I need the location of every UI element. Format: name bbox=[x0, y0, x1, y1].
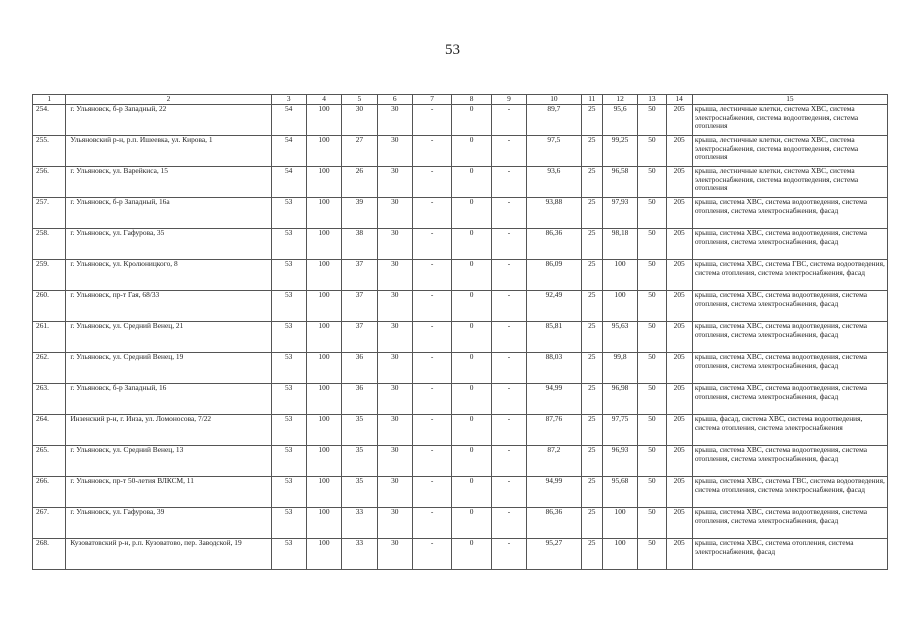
table-cell: 33 bbox=[342, 508, 377, 539]
column-header: 11 bbox=[581, 95, 602, 105]
table-cell: 100 bbox=[306, 229, 341, 260]
table-cell: - bbox=[491, 322, 526, 353]
table-header-row bbox=[33, 95, 888, 105]
table-cell: 99,25 bbox=[602, 136, 637, 167]
table-cell: 97,75 bbox=[602, 415, 637, 446]
address-cell: г. Ульяновск, ул. Средний Венец, 21 bbox=[66, 322, 271, 353]
table-cell: 37 bbox=[342, 322, 377, 353]
table-cell: 53 bbox=[271, 446, 306, 477]
table-cell: 100 bbox=[306, 353, 341, 384]
address-cell: г. Ульяновск, пр-т 50-летия ВЛКСМ, 11 bbox=[66, 477, 271, 508]
column-header: 6 bbox=[377, 95, 412, 105]
table-cell: 50 bbox=[638, 322, 666, 353]
table-cell: 25 bbox=[581, 477, 602, 508]
row-number-cell: 256. bbox=[33, 167, 66, 198]
table-cell: 53 bbox=[271, 384, 306, 415]
table-cell: 88,03 bbox=[527, 353, 582, 384]
column-header: 2 bbox=[66, 95, 271, 105]
table-cell: - bbox=[491, 415, 526, 446]
table-cell: 205 bbox=[666, 136, 692, 167]
table-cell: 35 bbox=[342, 477, 377, 508]
column-header: 3 bbox=[271, 95, 306, 105]
table-cell: 89,7 bbox=[527, 105, 582, 136]
address-cell: г. Ульяновск, б-р Западный, 16 bbox=[66, 384, 271, 415]
works-cell: крыша, система ХВС, система водоотведения, система отопления, система электроснабжения, фасад bbox=[692, 322, 887, 353]
table-cell: - bbox=[491, 384, 526, 415]
table-cell: 27 bbox=[342, 136, 377, 167]
column-header: 13 bbox=[638, 95, 666, 105]
table-cell: 53 bbox=[271, 508, 306, 539]
table-cell: 25 bbox=[581, 446, 602, 477]
table-cell: 205 bbox=[666, 415, 692, 446]
table-cell: 205 bbox=[666, 322, 692, 353]
table-cell: - bbox=[412, 384, 451, 415]
row-number-cell: 262. bbox=[33, 353, 66, 384]
table-cell: - bbox=[491, 353, 526, 384]
works-cell: крыша, система ХВС, система водоотведения, система отопления, система электроснабжения, фасад bbox=[692, 229, 887, 260]
table-cell: - bbox=[412, 105, 451, 136]
table-cell: 205 bbox=[666, 198, 692, 229]
works-cell: крыша, система ХВС, система ГВС, система водоотведения, система отопления, система электроснабжения, фасад bbox=[692, 477, 887, 508]
table-cell: 0 bbox=[452, 384, 491, 415]
table-row bbox=[33, 167, 888, 198]
table-cell: - bbox=[412, 291, 451, 322]
column-header: 12 bbox=[602, 95, 637, 105]
table-cell: 0 bbox=[452, 539, 491, 570]
table-cell: 33 bbox=[342, 539, 377, 570]
table-cell: 50 bbox=[638, 291, 666, 322]
table-cell: 93,6 bbox=[527, 167, 582, 198]
table-cell: 100 bbox=[306, 291, 341, 322]
row-number-cell: 255. bbox=[33, 136, 66, 167]
table-cell: 39 bbox=[342, 198, 377, 229]
page-number: 53 bbox=[445, 42, 460, 58]
table-cell: 205 bbox=[666, 508, 692, 539]
table-row bbox=[33, 105, 888, 136]
table-row bbox=[33, 384, 888, 415]
table-cell: 30 bbox=[377, 167, 412, 198]
table-cell: - bbox=[491, 105, 526, 136]
row-number-cell: 266. bbox=[33, 477, 66, 508]
table-cell: 92,49 bbox=[527, 291, 582, 322]
table-cell: 205 bbox=[666, 229, 692, 260]
column-header: 1 bbox=[33, 95, 66, 105]
table-cell: - bbox=[491, 260, 526, 291]
table-cell: 30 bbox=[377, 446, 412, 477]
table-cell: - bbox=[491, 198, 526, 229]
row-number-cell: 268. bbox=[33, 539, 66, 570]
table-cell: 100 bbox=[306, 260, 341, 291]
row-number-cell: 265. bbox=[33, 446, 66, 477]
column-header: 9 bbox=[491, 95, 526, 105]
table-cell: - bbox=[491, 508, 526, 539]
table-cell: - bbox=[412, 508, 451, 539]
table-cell: 30 bbox=[377, 198, 412, 229]
row-number-cell: 260. bbox=[33, 291, 66, 322]
works-cell: крыша, лестничные клетки, система ХВС, система электроснабжения, система водоотведения, система отопления bbox=[692, 167, 887, 198]
table-cell: 53 bbox=[271, 539, 306, 570]
table-cell: 50 bbox=[638, 508, 666, 539]
table-cell: 100 bbox=[306, 539, 341, 570]
table-cell: 100 bbox=[602, 260, 637, 291]
table-cell: 25 bbox=[581, 105, 602, 136]
address-cell: г. Ульяновск, ул. Кролюницкого, 8 bbox=[66, 260, 271, 291]
table-cell: - bbox=[412, 446, 451, 477]
table-cell: 100 bbox=[306, 198, 341, 229]
table-cell: - bbox=[412, 477, 451, 508]
table-cell: 25 bbox=[581, 167, 602, 198]
table-cell: 53 bbox=[271, 353, 306, 384]
table-cell: 99,8 bbox=[602, 353, 637, 384]
row-number-cell: 263. bbox=[33, 384, 66, 415]
table-cell: 205 bbox=[666, 260, 692, 291]
table-row bbox=[33, 415, 888, 446]
table-cell: 94,99 bbox=[527, 384, 582, 415]
table-cell: 50 bbox=[638, 260, 666, 291]
table-cell: 50 bbox=[638, 136, 666, 167]
table-cell: 0 bbox=[452, 477, 491, 508]
table-cell: - bbox=[412, 167, 451, 198]
table-cell: 30 bbox=[377, 136, 412, 167]
table-cell: 25 bbox=[581, 229, 602, 260]
table-row bbox=[33, 136, 888, 167]
table-cell: - bbox=[491, 446, 526, 477]
column-header: 15 bbox=[692, 95, 887, 105]
works-cell: крыша, система ХВС, система отопления, система электроснабжения, фасад bbox=[692, 539, 887, 570]
table-cell: - bbox=[412, 415, 451, 446]
table-cell: - bbox=[491, 229, 526, 260]
table-cell: 54 bbox=[271, 167, 306, 198]
table-cell: 95,68 bbox=[602, 477, 637, 508]
table-cell: - bbox=[412, 322, 451, 353]
address-cell: Инзенский р-н, г. Инза, ул. Ломоносова, 7/22 bbox=[66, 415, 271, 446]
works-cell: крыша, система ХВС, система ГВС, система водоотведения, система отопления, система электроснабжения, фасад bbox=[692, 260, 887, 291]
table-cell: 0 bbox=[452, 198, 491, 229]
table-row bbox=[33, 446, 888, 477]
table-cell: 100 bbox=[306, 415, 341, 446]
table-cell: 0 bbox=[452, 291, 491, 322]
table-cell: 96,58 bbox=[602, 167, 637, 198]
table-cell: 100 bbox=[602, 291, 637, 322]
table-cell: 0 bbox=[452, 260, 491, 291]
table-cell: 30 bbox=[377, 353, 412, 384]
table-cell: 87,2 bbox=[527, 446, 582, 477]
table-cell: 38 bbox=[342, 229, 377, 260]
table-cell: 100 bbox=[306, 322, 341, 353]
table-cell: 205 bbox=[666, 384, 692, 415]
column-header: 7 bbox=[412, 95, 451, 105]
table-cell: 25 bbox=[581, 508, 602, 539]
table-cell: 37 bbox=[342, 291, 377, 322]
table-cell: 205 bbox=[666, 105, 692, 136]
table-cell: - bbox=[412, 539, 451, 570]
table-row bbox=[33, 508, 888, 539]
table-cell: 95,6 bbox=[602, 105, 637, 136]
table-cell: 36 bbox=[342, 353, 377, 384]
table-cell: 205 bbox=[666, 167, 692, 198]
table-cell: - bbox=[412, 198, 451, 229]
table-cell: 30 bbox=[377, 229, 412, 260]
table-row bbox=[33, 260, 888, 291]
table-cell: 205 bbox=[666, 477, 692, 508]
column-header: 5 bbox=[342, 95, 377, 105]
table-cell: 26 bbox=[342, 167, 377, 198]
row-number-cell: 257. bbox=[33, 198, 66, 229]
table-row bbox=[33, 198, 888, 229]
table-cell: 54 bbox=[271, 136, 306, 167]
table-cell: 0 bbox=[452, 229, 491, 260]
address-cell: Ульяновский р-н, р.п. Ишеевка, ул. Кирова, 1 bbox=[66, 136, 271, 167]
table-cell: 25 bbox=[581, 353, 602, 384]
works-cell: крыша, система ХВС, система водоотведения, система отопления, система электроснабжения, фасад bbox=[692, 291, 887, 322]
row-number-cell: 267. bbox=[33, 508, 66, 539]
works-cell: крыша, система ХВС, система водоотведения, система отопления, система электроснабжения, фасад bbox=[692, 446, 887, 477]
table-cell: 50 bbox=[638, 353, 666, 384]
table-cell: 30 bbox=[377, 415, 412, 446]
table-cell: 100 bbox=[306, 136, 341, 167]
table-cell: 205 bbox=[666, 291, 692, 322]
address-cell: г. Ульяновск, ул. Гафурова, 35 bbox=[66, 229, 271, 260]
table-cell: 25 bbox=[581, 384, 602, 415]
works-cell: крыша, система ХВС, система водоотведения, система отопления, система электроснабжения, фасад bbox=[692, 198, 887, 229]
table-cell: 97,5 bbox=[527, 136, 582, 167]
table-cell: 50 bbox=[638, 198, 666, 229]
table-cell: - bbox=[412, 229, 451, 260]
column-header: 4 bbox=[306, 95, 341, 105]
table-cell: 100 bbox=[306, 384, 341, 415]
table-row bbox=[33, 322, 888, 353]
table-cell: 30 bbox=[377, 384, 412, 415]
works-cell: крыша, фасад, система ХВС, система водоотведения, система отопления, система электроснабжения bbox=[692, 415, 887, 446]
table-cell: 25 bbox=[581, 260, 602, 291]
table-cell: 205 bbox=[666, 353, 692, 384]
table-cell: 50 bbox=[638, 446, 666, 477]
address-cell: г. Ульяновск, ул. Средний Венец, 19 bbox=[66, 353, 271, 384]
table-cell: 97,93 bbox=[602, 198, 637, 229]
table-cell: 30 bbox=[377, 539, 412, 570]
table-cell: 0 bbox=[452, 322, 491, 353]
table-cell: - bbox=[412, 260, 451, 291]
table-cell: 53 bbox=[271, 229, 306, 260]
works-cell: крыша, система ХВС, система водоотведения, система отопления, система электроснабжения, фасад bbox=[692, 384, 887, 415]
table-row bbox=[33, 477, 888, 508]
table-cell: 95,63 bbox=[602, 322, 637, 353]
table-cell: - bbox=[491, 291, 526, 322]
table-cell: 96,93 bbox=[602, 446, 637, 477]
table-cell: 35 bbox=[342, 415, 377, 446]
table-cell: 0 bbox=[452, 415, 491, 446]
table-cell: 100 bbox=[306, 167, 341, 198]
row-number-cell: 264. bbox=[33, 415, 66, 446]
table-cell: 205 bbox=[666, 539, 692, 570]
table-cell: 100 bbox=[306, 105, 341, 136]
table-cell: 50 bbox=[638, 539, 666, 570]
table-cell: 53 bbox=[271, 291, 306, 322]
table-row bbox=[33, 291, 888, 322]
table-row bbox=[33, 229, 888, 260]
table-cell: 100 bbox=[306, 477, 341, 508]
table-cell: 35 bbox=[342, 446, 377, 477]
table-cell: 50 bbox=[638, 477, 666, 508]
table-cell: 0 bbox=[452, 446, 491, 477]
table-cell: 53 bbox=[271, 322, 306, 353]
table-row bbox=[33, 539, 888, 570]
table-cell: 25 bbox=[581, 198, 602, 229]
table-cell: 50 bbox=[638, 384, 666, 415]
table-cell: 25 bbox=[581, 136, 602, 167]
works-cell: крыша, лестничные клетки, система ХВС, система электроснабжения, система водоотведения, система отопления bbox=[692, 136, 887, 167]
table-cell: 25 bbox=[581, 291, 602, 322]
table-cell: - bbox=[412, 136, 451, 167]
table-cell: - bbox=[491, 477, 526, 508]
table-cell: 30 bbox=[377, 508, 412, 539]
table-cell: 100 bbox=[602, 539, 637, 570]
data-table bbox=[32, 94, 888, 570]
table-cell: 93,88 bbox=[527, 198, 582, 229]
table-cell: 53 bbox=[271, 415, 306, 446]
table-cell: 37 bbox=[342, 260, 377, 291]
table-cell: 30 bbox=[377, 322, 412, 353]
address-cell: г. Ульяновск, ул. Средний Венец, 13 bbox=[66, 446, 271, 477]
table-cell: 100 bbox=[602, 508, 637, 539]
table-cell: 0 bbox=[452, 167, 491, 198]
table-cell: 94,99 bbox=[527, 477, 582, 508]
works-cell: крыша, система ХВС, система водоотведения, система отопления, система электроснабжения, фасад bbox=[692, 353, 887, 384]
table-cell: 36 bbox=[342, 384, 377, 415]
table-cell: 86,36 bbox=[527, 508, 582, 539]
table-cell: 25 bbox=[581, 539, 602, 570]
column-header: 10 bbox=[527, 95, 582, 105]
table-cell: 0 bbox=[452, 136, 491, 167]
works-cell: крыша, лестничные клетки, система ХВС, система электроснабжения, система водоотведения, система отопления bbox=[692, 105, 887, 136]
table-cell: 87,76 bbox=[527, 415, 582, 446]
table-cell: 0 bbox=[452, 353, 491, 384]
column-header: 14 bbox=[666, 95, 692, 105]
table-cell: 205 bbox=[666, 446, 692, 477]
address-cell: г. Ульяновск, пр-т Гая, 68/33 bbox=[66, 291, 271, 322]
table-cell: - bbox=[491, 136, 526, 167]
table-cell: 25 bbox=[581, 415, 602, 446]
table-cell: 25 bbox=[581, 322, 602, 353]
column-header: 8 bbox=[452, 95, 491, 105]
table-cell: 53 bbox=[271, 477, 306, 508]
table-cell: 96,98 bbox=[602, 384, 637, 415]
address-cell: г. Ульяновск, ул. Гафурова, 39 bbox=[66, 508, 271, 539]
table-cell: 50 bbox=[638, 415, 666, 446]
table-cell: 100 bbox=[306, 446, 341, 477]
row-number-cell: 258. bbox=[33, 229, 66, 260]
table-cell: 50 bbox=[638, 229, 666, 260]
row-number-cell: 261. bbox=[33, 322, 66, 353]
table-cell: 30 bbox=[377, 260, 412, 291]
table-cell: 86,09 bbox=[527, 260, 582, 291]
table-cell: 85,81 bbox=[527, 322, 582, 353]
table-row bbox=[33, 353, 888, 384]
table-cell: 98,18 bbox=[602, 229, 637, 260]
address-cell: г. Ульяновск, ул. Варейкиса, 15 bbox=[66, 167, 271, 198]
address-cell: г. Ульяновск, б-р Западный, 16а bbox=[66, 198, 271, 229]
table-cell: 53 bbox=[271, 260, 306, 291]
table-cell: 30 bbox=[377, 105, 412, 136]
table-cell: 53 bbox=[271, 198, 306, 229]
address-cell: г. Ульяновск, б-р Западный, 22 bbox=[66, 105, 271, 136]
row-number-cell: 259. bbox=[33, 260, 66, 291]
table-cell: 95,27 bbox=[527, 539, 582, 570]
table-cell: 54 bbox=[271, 105, 306, 136]
table-cell: 86,36 bbox=[527, 229, 582, 260]
table-cell: 30 bbox=[342, 105, 377, 136]
table-cell: 0 bbox=[452, 508, 491, 539]
address-cell: Кузоватовский р-н, р.п. Кузоватово, пер. Заводской, 19 bbox=[66, 539, 271, 570]
table-cell: 0 bbox=[452, 105, 491, 136]
table-cell: - bbox=[491, 167, 526, 198]
table-cell: 50 bbox=[638, 105, 666, 136]
table-cell: 50 bbox=[638, 167, 666, 198]
table-cell: - bbox=[491, 539, 526, 570]
row-number-cell: 254. bbox=[33, 105, 66, 136]
works-cell: крыша, система ХВС, система водоотведения, система отопления, система электроснабжения, фасад bbox=[692, 508, 887, 539]
table-cell: - bbox=[412, 353, 451, 384]
table-cell: 30 bbox=[377, 477, 412, 508]
table-cell: 100 bbox=[306, 508, 341, 539]
table-cell: 30 bbox=[377, 291, 412, 322]
